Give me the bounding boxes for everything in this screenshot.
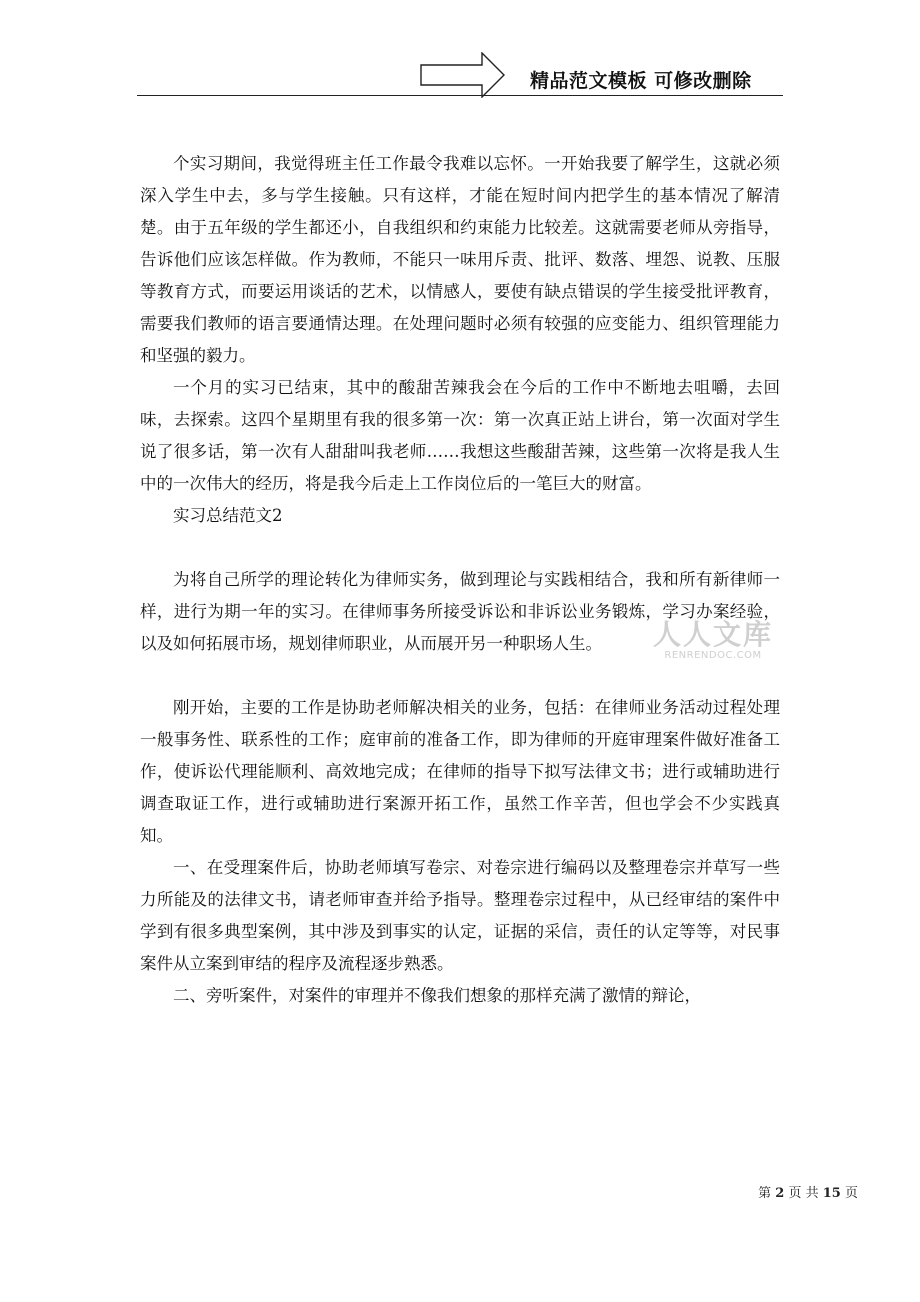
- page-number-middle: 页 共: [788, 1186, 819, 1201]
- page-number: [758, 1182, 858, 1201]
- watermark-logo: 人人文库: [652, 618, 773, 651]
- header-title: 精品范文模板 可修改删除: [530, 70, 752, 92]
- page-number-suffix: 页: [844, 1186, 858, 1201]
- paragraph-1: 个实习期间，我觉得班主任工作最令我难以忘怀。一开始我要了解学生，这就必须深入学生中去，多与学生接触。只有这样，才能在短时间内把学生的基本情况了解清楚。由于五年级的学生都还小，自我组织和约束能力比较差。这就需要老师从旁指导，告诉他们应该怎样做。作为教师，不能只一味用斥责、批评、数落、埋怨、说教、压服等教育方式，而要运用谈话的艺术，以情感人，要使有缺点错误的学生接受批评教育，需要我们教师的语言要通情达理。在处理问题时必须有较强的应变能力、组织管理能力和坚强的毅力。: [140, 154, 780, 365]
- section-heading: 实习总结范文2: [173, 506, 283, 525]
- watermark-url: RENRENDOC.COM: [664, 650, 762, 661]
- total-pages: 15: [822, 1186, 841, 1201]
- paragraph-5: 一、在受理案件后，协助老师填写卷宗、对卷宗进行编码以及整理卷宗并草写一些力所能及的法律文书，请老师审查并给予指导。整理卷宗过程中，从已经审结的案件中学到有很多典型案例，其中涉及到事实的认定，证据的采信，责任的认定等等，对民事案件从立案到审结的程序及流程逐步熟悉。: [140, 858, 780, 973]
- paragraph-3: 为将自己所学的理论转化为律师实务，做到理论与实践相结合，我和所有新律师一样，进行为期一年的实习。在律师事务所接受诉讼和非诉讼业务锻炼，学习办案经验，以及如何拓展市场，规划律师职业，从而展开另一种职场人生。: [140, 570, 780, 653]
- paragraph-6: 二、旁听案件，对案件的审理并不像我们想象的那样充满了激情的辩论，: [173, 986, 701, 1005]
- blank-line: [140, 660, 780, 692]
- document-body: [140, 148, 780, 1012]
- header-divider: [137, 95, 783, 96]
- right-arrow-icon: [420, 52, 506, 98]
- page-number-prefix: 第: [758, 1186, 772, 1201]
- paragraph-4: 刚开始，主要的工作是协助老师解决相关的业务，包括：在律师业务活动过程处理一般事务性、联系性的工作；庭审前的准备工作，即为律师的开庭审理案件做好准备工作，使诉讼代理能顺利、高效地完成；在律师的指导下拟写法律文书；进行或辅助进行调查取证工作，进行或辅助进行案源开拓工作，虽然工作辛苦，但也学会不少实践真知。: [140, 698, 780, 845]
- current-page: 2: [775, 1186, 785, 1201]
- blank-line: [140, 532, 780, 564]
- paragraph-2: 一个月的实习已结束，其中的酸甜苦辣我会在今后的工作中不断地去咀嚼，去回味，去探索。这四个星期里有我的很多第一次：第一次真正站上讲台，第一次面对学生说了很多话，第一次有人甜甜叫我老师……我想这些酸甜苦辣，这些第一次将是我人生中的一次伟大的经历，将是我今后走上工作岗位后的一笔巨大的财富。: [140, 378, 780, 493]
